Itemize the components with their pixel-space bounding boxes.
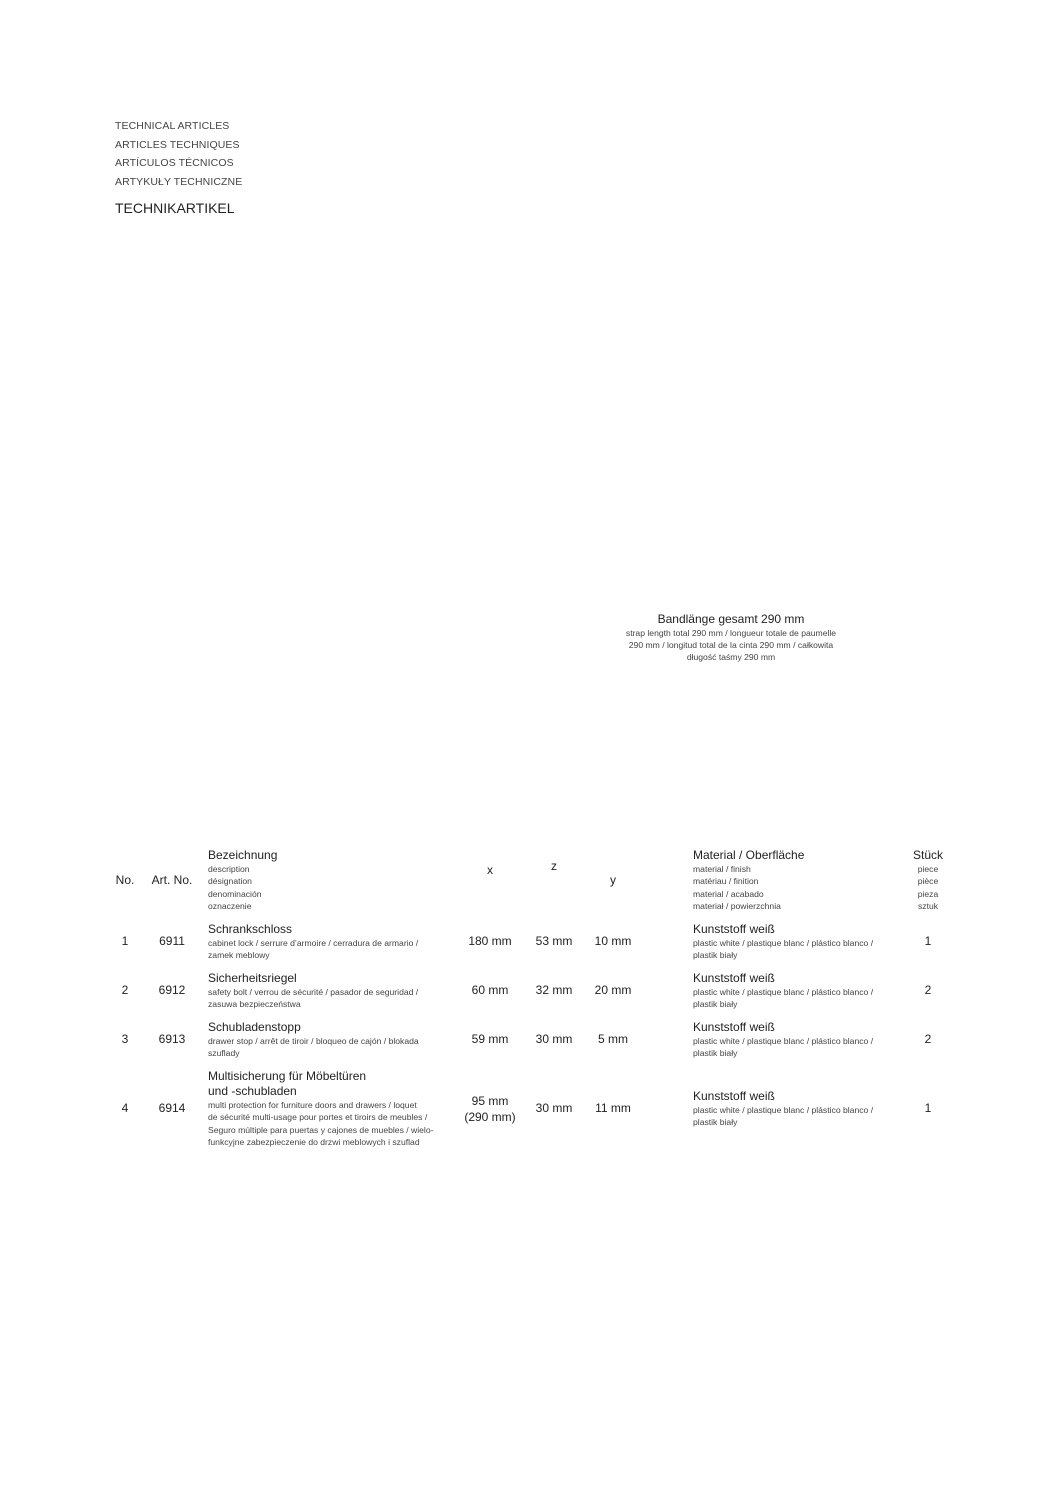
row-z: 53 mm xyxy=(535,934,573,948)
row-z: 30 mm xyxy=(535,1032,573,1046)
header-description-sub: désignation xyxy=(208,876,252,887)
header-line-en: TECHNICAL ARTICLES xyxy=(115,120,230,132)
row-description-text: szuflady xyxy=(208,1048,240,1059)
row-x: 59 mm xyxy=(471,1032,509,1046)
row-description-title: Sicherheitsriegel xyxy=(208,971,297,985)
header-description-sub: denominación xyxy=(208,888,262,899)
table-row xyxy=(0,965,1058,1014)
table-row xyxy=(0,1063,1058,1153)
header-quantity-sub: sztuk xyxy=(917,900,939,911)
header-material-title: Material / Oberfläche xyxy=(693,848,805,862)
row-material xyxy=(693,1020,893,1060)
header-line-pl: ARTYKUŁY TECHNICZNE xyxy=(115,175,243,188)
page-header xyxy=(115,117,242,216)
strap-length-title: Bandlänge gesamt 290 mm xyxy=(657,612,805,626)
row-description-text: funkcyjne zabezpieczenie do drzwi meblowych i szuflad xyxy=(208,1136,420,1147)
row-material-text: plastic white / plastique blanc / plástico blanco / xyxy=(693,987,874,997)
row-description-text: drawer stop / arrêt de tiroir / bloqueo de cajón / blokada xyxy=(208,1036,419,1046)
header-material-sub: material / finish xyxy=(693,864,751,874)
header-quantity-title: Stück xyxy=(912,848,943,862)
header-material-sub: material / acabado xyxy=(693,888,764,899)
row-y: 20 mm xyxy=(594,983,632,997)
row-description-text: cabinet lock / serrure d’armoire / cerradura de armario / xyxy=(208,938,419,948)
row-no: 1 xyxy=(121,934,129,948)
row-description-title: und -schubladen xyxy=(208,1084,297,1098)
page-title: TECHNIKARTIKEL xyxy=(115,200,235,216)
row-description-text: Seguro múltiple para puertas y cajones de muebles / wielo- xyxy=(208,1124,434,1135)
row-no: 2 xyxy=(121,983,129,997)
header-material-sub: matériau / finition xyxy=(693,876,759,887)
row-art-no: 6913 xyxy=(158,1032,186,1046)
row-x: 180 mm xyxy=(468,934,512,948)
row-material-text: plastik biały xyxy=(693,1048,738,1059)
header-material-sub: materiał / powierzchnia xyxy=(693,900,781,911)
header-no: No. xyxy=(115,873,135,887)
header-material xyxy=(693,848,893,912)
strap-length-desc-2: 290 mm / longitud total de la cinta 290 mm / całkowita xyxy=(628,640,834,651)
header-line-fr: ARTICLES TECHNIQUES xyxy=(115,138,240,151)
row-description-text: multi protection for furniture doors and drawers / loquet xyxy=(208,1100,417,1110)
row-no: 4 xyxy=(121,1101,129,1115)
strap-length-caption xyxy=(600,612,862,664)
header-x: x xyxy=(487,863,493,877)
row-material xyxy=(693,1089,893,1129)
row-description xyxy=(208,922,448,962)
strap-length-desc-3: długość taśmy 290 mm xyxy=(686,652,776,663)
row-quantity: 1 xyxy=(924,1101,932,1115)
row-description-title: Schubladenstopp xyxy=(208,1020,301,1034)
table-row xyxy=(0,916,1058,965)
header-z: z xyxy=(551,859,557,873)
header-line-es: ARTÍCULOS TÉCNICOS xyxy=(115,157,234,169)
header-description-sub: oznaczenie xyxy=(208,900,252,911)
row-description-text: safety bolt / verrou de sécurité / pasador de seguridad / xyxy=(208,987,419,997)
row-description-text: zamek meblowy xyxy=(208,950,270,961)
row-z: 32 mm xyxy=(535,983,573,997)
row-material-text: plastik biały xyxy=(693,950,738,961)
row-no: 3 xyxy=(121,1032,129,1046)
row-y: 10 mm xyxy=(594,934,632,948)
row-material-text: plastik biały xyxy=(693,1117,738,1128)
row-description-title: Schrankschloss xyxy=(208,922,293,936)
row-material-text: plastic white / plastique blanc / plástico blanco / xyxy=(693,1105,874,1115)
row-art-no: 6911 xyxy=(159,934,185,948)
header-art-no: Art. No. xyxy=(151,873,193,887)
strap-length-desc-1: strap length total 290 mm / longueur totale de paumelle xyxy=(625,628,837,638)
row-description-text: de sécurité multi-usage pour portes et tiroirs de meubles / xyxy=(208,1112,428,1123)
row-y: 11 mm xyxy=(595,1101,631,1115)
row-quantity: 2 xyxy=(924,1032,932,1046)
row-x-value: 95 mm xyxy=(471,1094,509,1108)
row-art-no: 6914 xyxy=(158,1101,186,1115)
row-material-text: plastic white / plastique blanc / plástico blanco / xyxy=(693,1036,874,1046)
row-material xyxy=(693,971,893,1011)
row-art-no: 6912 xyxy=(158,983,186,997)
row-material-title: Kunststoff weiß xyxy=(693,1020,775,1034)
row-material-title: Kunststoff weiß xyxy=(693,1089,775,1103)
header-quantity-sub: piece xyxy=(917,864,939,874)
row-description-title: Multisicherung für Möbeltüren xyxy=(208,1069,367,1083)
row-quantity: 2 xyxy=(924,983,932,997)
header-quantity xyxy=(900,848,956,912)
technical-articles-table xyxy=(0,846,1058,1153)
row-material-title: Kunststoff weiß xyxy=(693,971,775,985)
header-description xyxy=(208,848,448,912)
table-header-row xyxy=(0,846,1058,916)
header-y: y xyxy=(610,873,616,887)
row-x xyxy=(455,1093,525,1125)
row-material-title: Kunststoff weiß xyxy=(693,922,775,936)
row-quantity: 1 xyxy=(924,934,932,948)
row-y: 5 mm xyxy=(598,1032,628,1046)
header-quantity-sub: pieza xyxy=(917,888,939,899)
row-description xyxy=(208,971,448,1011)
table-row xyxy=(0,1014,1058,1063)
row-z: 30 mm xyxy=(535,1101,573,1115)
header-quantity-sub: pièce xyxy=(917,876,939,887)
header-description-sub: description xyxy=(208,864,250,874)
row-x-strap-value: (290 mm) xyxy=(464,1110,516,1124)
header-description-title: Bezeichnung xyxy=(208,848,278,862)
row-description-text: zasuwa bezpieczeństwa xyxy=(208,999,301,1010)
row-description xyxy=(208,1069,458,1148)
row-material-text: plastic white / plastique blanc / plástico blanco / xyxy=(693,938,874,948)
row-x: 60 mm xyxy=(471,983,509,997)
row-material xyxy=(693,922,893,962)
row-material-text: plastik biały xyxy=(693,999,738,1010)
row-description xyxy=(208,1020,448,1060)
